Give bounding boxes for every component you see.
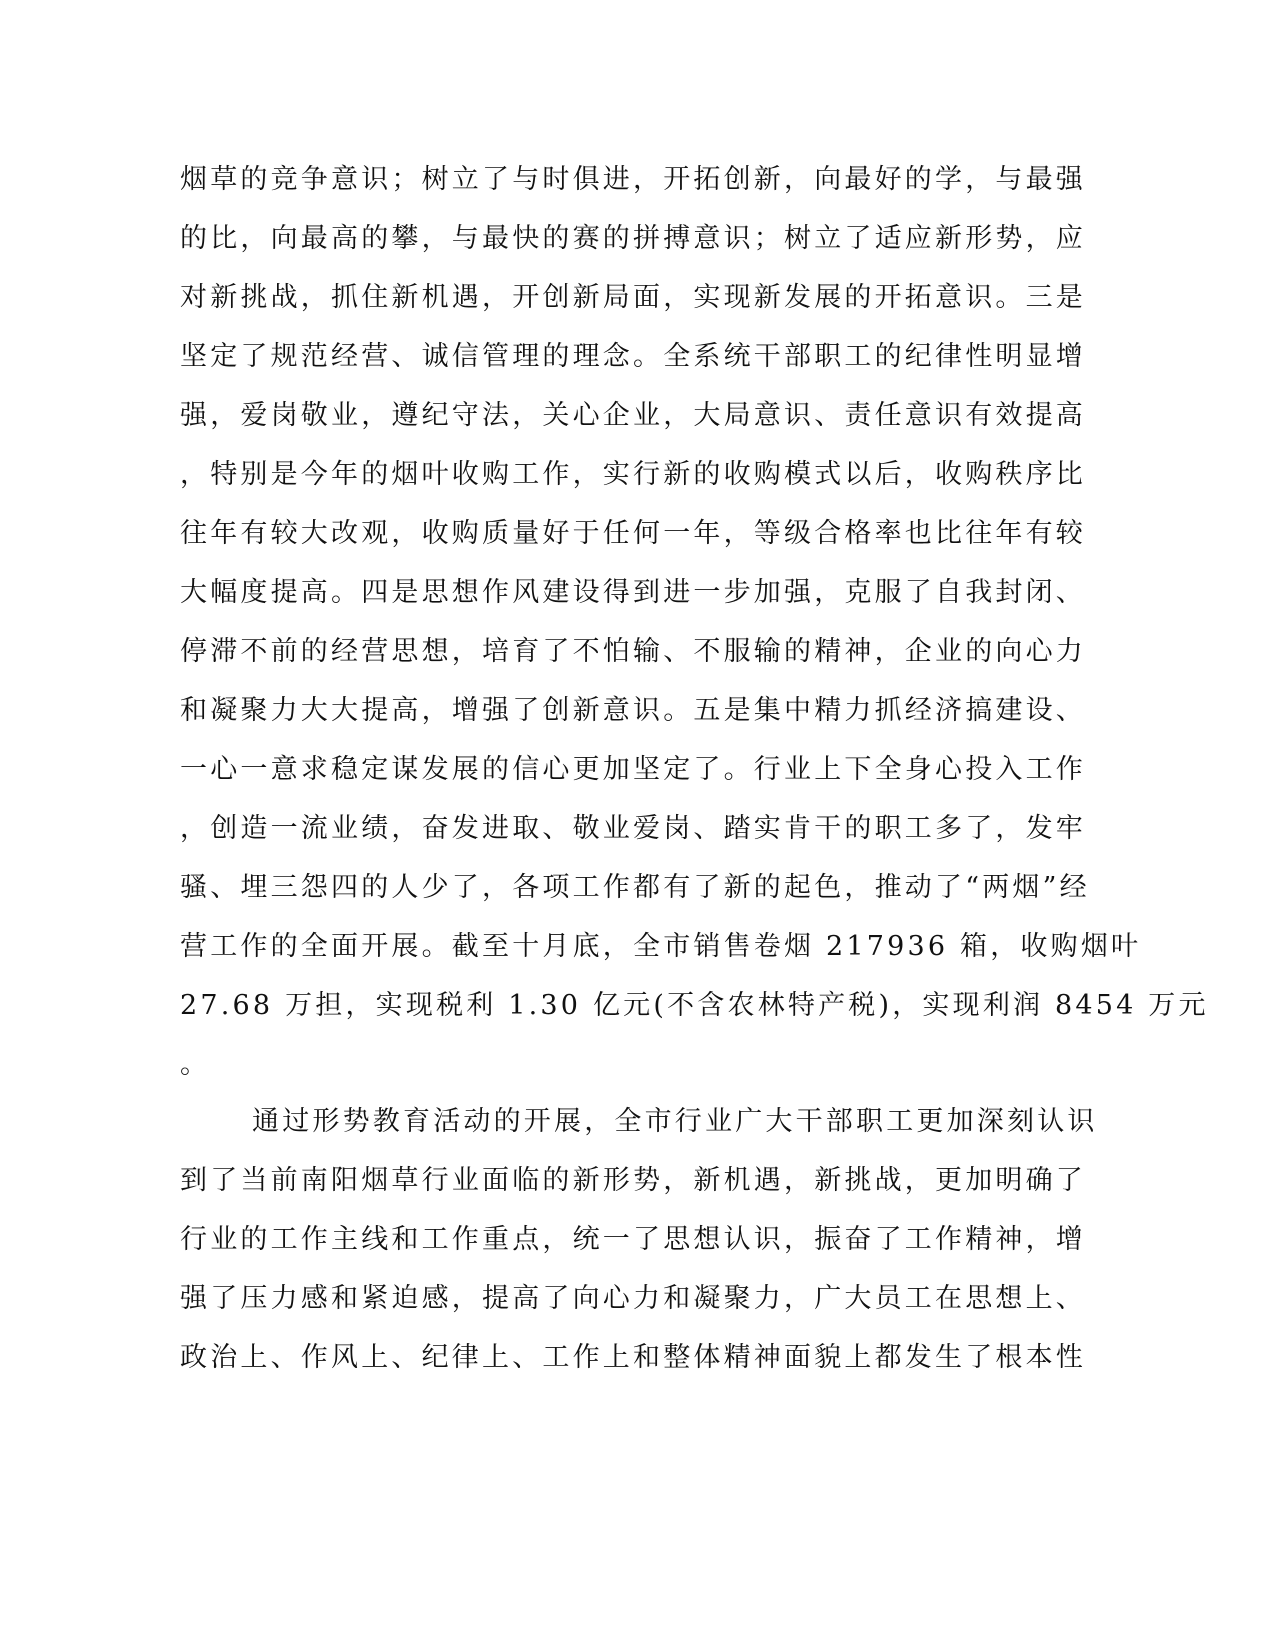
paragraph2-line-3: 行业的工作主线和工作重点，统一了思想认识，振奋了工作精神，增 <box>180 1224 1086 1255</box>
paragraph1-line-1: 烟草的竞争意识；树立了与时俱进，开拓创新，向最好的学，与最强 <box>180 164 1086 195</box>
paragraph2-line-4: 强了压力感和紧迫感，提高了向心力和凝聚力，广大员工在思想上、 <box>180 1283 1086 1314</box>
paragraph1-line-2: 的比，向最高的攀，与最快的赛的拼搏意识；树立了适应新形势，应 <box>180 223 1086 254</box>
paragraph1-line-16: 。 <box>180 1049 211 1080</box>
paragraph2-line-1: 通过形势教育活动的开展，全市行业广大干部职工更加深刻认识 <box>252 1106 1098 1137</box>
paragraph1-line-12: ，创造一流业绩，奋发进取、敬业爱岗、踏实肯干的职工多了，发牢 <box>180 813 1086 844</box>
paragraph1-line-4: 坚定了规范经营、诚信管理的理念。全系统干部职工的纪律性明显增 <box>180 341 1086 372</box>
paragraph1-line-5: 强，爱岗敬业，遵纪守法，关心企业，大局意识、责任意识有效提高 <box>180 400 1086 431</box>
paragraph1-line-8: 大幅度提高。四是思想作风建设得到进一步加强，克服了自我封闭、 <box>180 577 1086 608</box>
paragraph1-line-11: 一心一意求稳定谋发展的信心更加坚定了。行业上下全身心投入工作 <box>180 754 1086 785</box>
paragraph1-line-6: ，特别是今年的烟叶收购工作，实行新的收购模式以后，收购秩序比 <box>180 459 1086 490</box>
paragraph1-line-15: 27.68 万担，实现税利 1.30 亿元(不含农林特产税)，实现利润 8454 万元 <box>180 990 1209 1021</box>
paragraph1-line-10: 和凝聚力大大提高，增强了创新意识。五是集中精力抓经济搞建设、 <box>180 695 1086 726</box>
paragraph2-line-5: 政治上、作风上、纪律上、工作上和整体精神面貌上都发生了根本性 <box>180 1342 1086 1373</box>
paragraph1-line-3: 对新挑战，抓住新机遇，开创新局面，实现新发展的开拓意识。三是 <box>180 282 1086 313</box>
paragraph1-line-9: 停滞不前的经营思想，培育了不怕输、不服输的精神，企业的向心力 <box>180 636 1086 667</box>
paragraph1-line-14: 营工作的全面开展。截至十月底，全市销售卷烟 217936 箱，收购烟叶 <box>180 931 1142 962</box>
paragraph1-line-7: 往年有较大改观，收购质量好于任何一年，等级合格率也比往年有较 <box>180 518 1086 549</box>
paragraph2-line-2: 到了当前南阳烟草行业面临的新形势，新机遇，新挑战，更加明确了 <box>180 1165 1086 1196</box>
paragraph1-line-13: 骚、埋三怨四的人少了，各项工作都有了新的起色，推动了“两烟”经 <box>180 872 1090 903</box>
